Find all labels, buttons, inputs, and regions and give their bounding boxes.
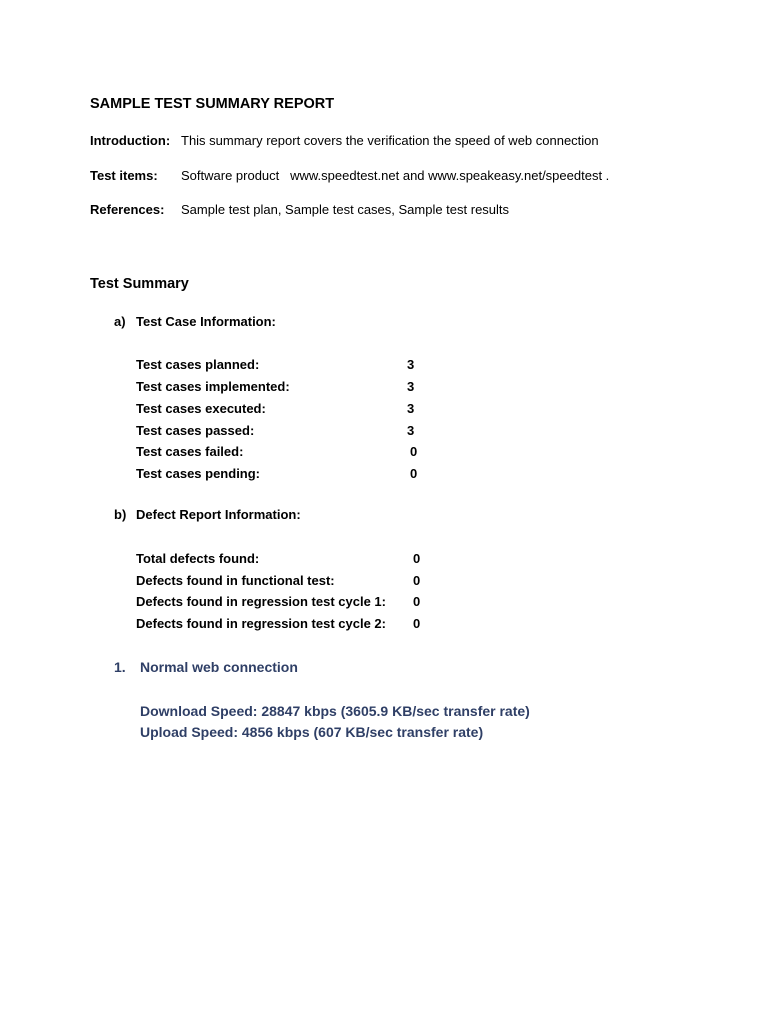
references-label: References: — [90, 202, 165, 217]
table-row-label: Defects found in regression test cycle 2: — [136, 616, 386, 631]
table-row-value: 0 — [413, 594, 421, 609]
table-row-label: Defects found in functional test: — [136, 573, 335, 588]
connection-number: 1. — [114, 659, 126, 675]
table-row-value: 3 — [407, 357, 415, 372]
table-row-label: Test cases passed: — [136, 423, 255, 438]
table-row-value: 3 — [407, 423, 415, 438]
section-b-heading — [114, 507, 414, 525]
table-row-label: Total defects found: — [136, 551, 260, 566]
table-row-label: Test cases executed: — [136, 401, 266, 416]
download-speed: Download Speed: 28847 kbps (3605.9 KB/sec transfer rate) — [140, 703, 530, 719]
table-row-value: 3 — [407, 401, 415, 416]
connection-title: Normal web connection — [140, 659, 298, 675]
test-items-value: Software product www.speedtest.net and www.speakeasy.net/speedtest . — [181, 168, 610, 183]
table-row-value: 0 — [410, 444, 418, 459]
table-row-value: 0 — [413, 616, 421, 631]
section-a-marker: a) — [114, 314, 126, 329]
upload-speed: Upload Speed: 4856 kbps (607 KB/sec transfer rate) — [140, 724, 484, 740]
test-summary-heading: Test Summary — [90, 276, 189, 292]
introduction-value: This summary report covers the verification the speed of web connection — [181, 133, 599, 148]
table-row-label: Test cases failed: — [136, 444, 244, 459]
section-a-title: Test Case Information: — [136, 314, 276, 329]
table-row-label: Defects found in regression test cycle 1: — [136, 594, 386, 609]
section-a-heading — [114, 314, 414, 332]
table-row-label: Test cases implemented: — [136, 379, 290, 394]
table-row-value: 0 — [413, 573, 421, 588]
table-row-value: 3 — [407, 379, 415, 394]
introduction-label: Introduction: — [90, 133, 171, 148]
test-items-label: Test items: — [90, 168, 158, 183]
report-title: SAMPLE TEST SUMMARY REPORT — [90, 96, 335, 112]
table-row-label: Test cases pending: — [136, 466, 261, 481]
table-row-value: 0 — [413, 551, 421, 566]
table-row-label: Test cases planned: — [136, 357, 260, 372]
table-row-value: 0 — [410, 466, 418, 481]
references-value: Sample test plan, Sample test cases, Sample test results — [181, 202, 510, 217]
section-b-marker: b) — [114, 507, 127, 522]
section-b-title: Defect Report Information: — [136, 507, 301, 522]
